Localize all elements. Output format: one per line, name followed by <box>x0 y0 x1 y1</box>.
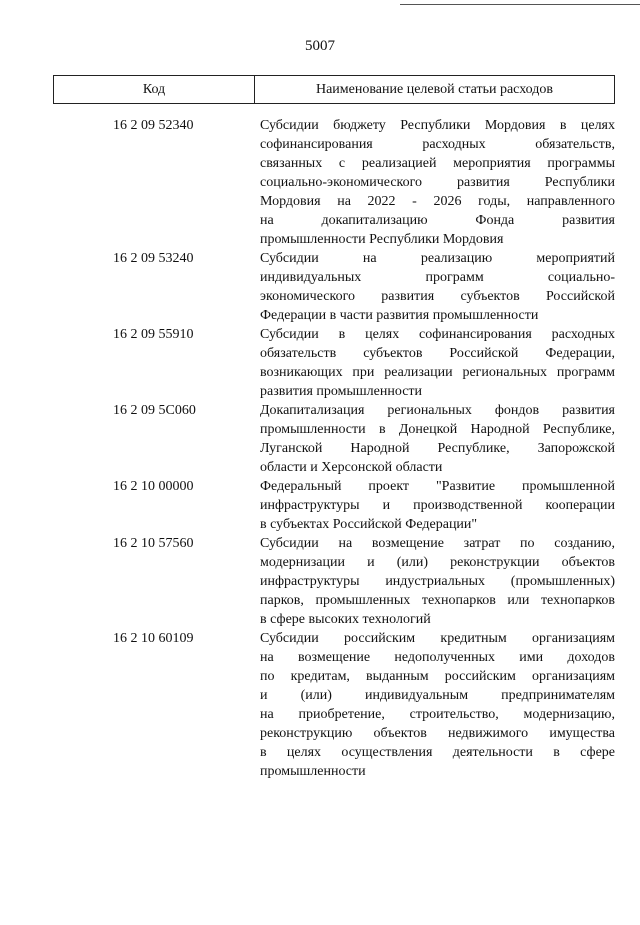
table-row <box>53 401 615 477</box>
description-line: инфраструктуры индустриальных (промышленных) <box>260 574 615 589</box>
description-line: индивидуальных программ социально- <box>260 270 615 285</box>
top-edge-rule <box>400 4 640 5</box>
table-row <box>53 116 615 249</box>
description-line: обязательств субъектов Российской Федерации, <box>260 346 615 361</box>
row-description <box>260 325 615 401</box>
description-line: реконструкцию объектов недвижимого имущества <box>260 726 615 741</box>
description-line: Федеральный проект "Развитие промышленной <box>260 479 615 494</box>
row-description <box>260 534 615 629</box>
description-line: в сфере высоких технологий <box>260 612 431 627</box>
description-line: Луганской Народной Республике, Запорожской <box>260 441 615 456</box>
description-line: Субсидии бюджету Республики Мордовия в целях <box>260 118 615 133</box>
row-code: 16 2 09 52340 <box>113 118 194 133</box>
description-line: Мордовия на 2022 - 2026 годы, направленного <box>260 194 615 209</box>
description-line: области и Херсонской области <box>260 460 443 475</box>
row-description <box>260 249 615 325</box>
description-line: Субсидии на реализацию мероприятий <box>260 251 615 266</box>
description-line: на возмещение недополученных ими доходов <box>260 650 615 665</box>
description-line: в целях осуществления деятельности в сфере <box>260 745 615 760</box>
description-line: на приобретение, строительство, модернизацию, <box>260 707 615 722</box>
description-line: Субсидии на возмещение затрат по созданию, <box>260 536 615 551</box>
row-code: 16 2 10 60109 <box>113 631 194 646</box>
description-line: инфраструктуры и производственной кооперации <box>260 498 615 513</box>
description-line: Федерации в части развития промышленности <box>260 308 539 323</box>
row-code: 16 2 09 53240 <box>113 251 194 266</box>
table-row <box>53 477 615 534</box>
row-code: 16 2 09 55910 <box>113 327 194 342</box>
table-row <box>53 325 615 401</box>
description-line: экономического развития субъектов Российской <box>260 289 615 304</box>
table-row <box>53 534 615 629</box>
description-line: развития промышленности <box>260 384 423 399</box>
row-description <box>260 477 615 534</box>
row-code: 16 2 09 5С060 <box>113 403 196 418</box>
table-body <box>53 116 615 781</box>
description-line: промышленности <box>260 764 366 779</box>
row-description <box>260 629 615 781</box>
description-line: связанных с реализацией мероприятия программы <box>260 156 615 171</box>
row-code: 16 2 10 57560 <box>113 536 194 551</box>
row-description <box>260 401 615 477</box>
description-line: социально-экономического развития Республики <box>260 175 615 190</box>
row-code: 16 2 10 00000 <box>113 479 194 494</box>
page-number: 5007 <box>305 38 335 54</box>
table-row <box>53 629 615 781</box>
description-line: промышленности Республики Мордовия <box>260 232 504 247</box>
description-line: модернизации и (или) реконструкции объектов <box>260 555 615 570</box>
description-line: Субсидии в целях софинансирования расходных <box>260 327 615 342</box>
table-row <box>53 249 615 325</box>
description-line: парков, промышленных технопарков или технопарков <box>260 593 615 608</box>
description-line: софинансирования расходных обязательств, <box>260 137 615 152</box>
description-line: возникающих при реализации региональных программ <box>260 365 615 380</box>
description-line: по кредитам, выданным российским организациям <box>260 669 615 684</box>
description-line: Докапитализация региональных фондов развития <box>260 403 615 418</box>
column-header-name: Наименование целевой статьи расходов <box>315 81 554 97</box>
table-header <box>53 75 615 104</box>
description-line: промышленности в Донецкой Народной Республике, <box>260 422 615 437</box>
description-line: в субъектах Российской Федерации" <box>260 517 478 532</box>
description-line: и (или) индивидуальным предпринимателям <box>260 688 615 703</box>
row-description <box>260 116 615 249</box>
column-header-code: Код <box>54 76 255 103</box>
description-line: Субсидии российским кредитным организациям <box>260 631 615 646</box>
description-line: на докапитализацию Фонда развития <box>260 213 615 228</box>
